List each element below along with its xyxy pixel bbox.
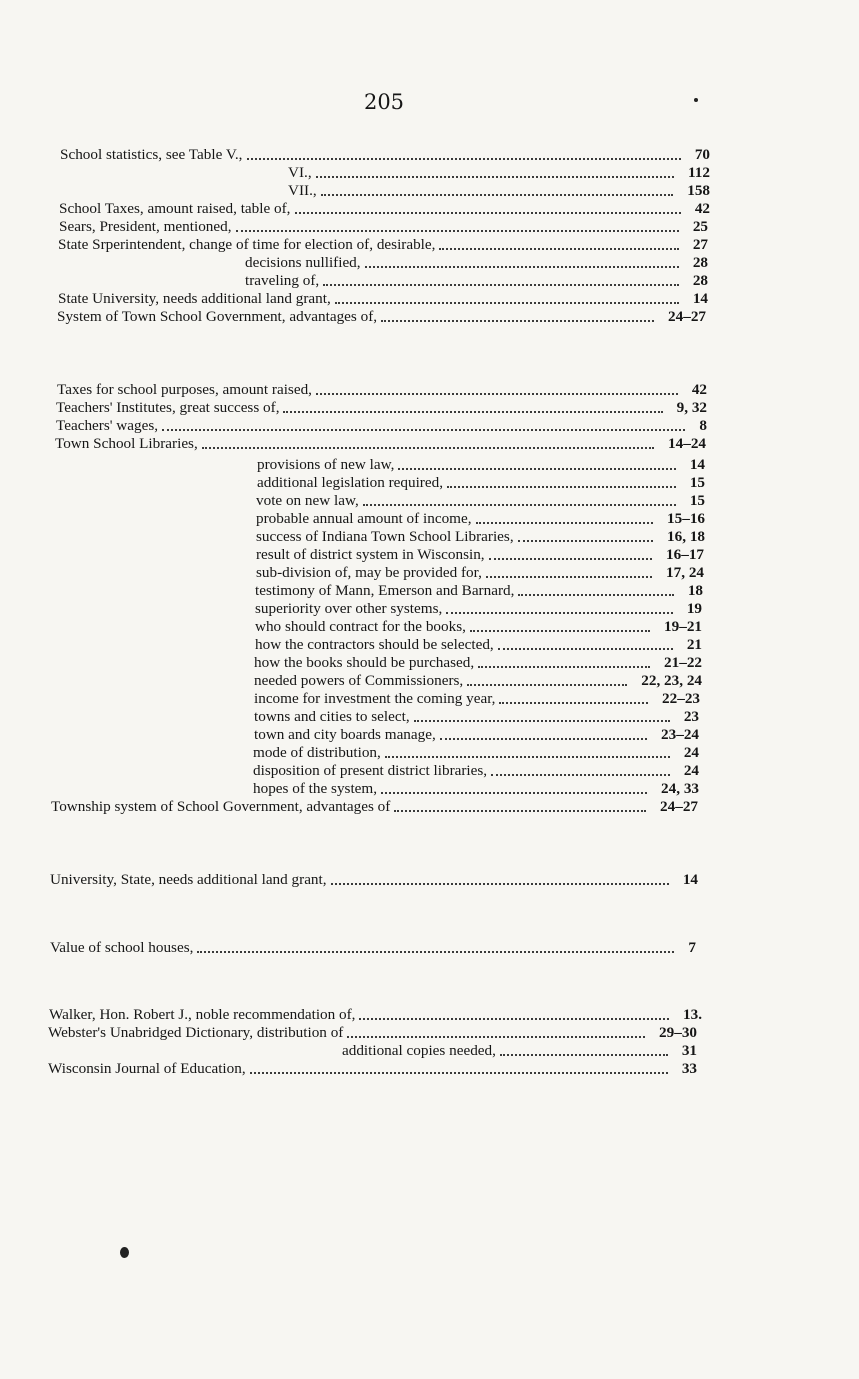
dot-leader — [446, 612, 673, 614]
dot-leader — [394, 810, 646, 812]
dot-leader — [518, 594, 673, 596]
dot-leader — [381, 792, 647, 794]
index-entry — [48, 1060, 697, 1077]
entry-pages: 158 — [687, 182, 710, 199]
index-entry — [257, 474, 705, 491]
entry-label: additional copies needed, — [342, 1042, 496, 1059]
entry-pages: 28 — [692, 272, 708, 289]
entry-pages: 33 — [681, 1060, 697, 1077]
index-entry — [256, 510, 705, 527]
index-entry — [57, 381, 707, 398]
dot-leader — [447, 486, 676, 488]
entry-label: disposition of present district libraries, — [253, 762, 488, 779]
index-entry — [50, 871, 698, 888]
entry-pages: 24–27 — [668, 308, 706, 325]
entry-pages: 17, 24 — [666, 564, 704, 581]
index-entry — [56, 399, 707, 416]
entry-label: Walker, Hon. Robert J., noble recommendation of, — [49, 1006, 356, 1023]
entry-label: Teachers' wages, — [56, 417, 159, 434]
entry-pages: 24–27 — [660, 798, 698, 815]
dot-leader — [486, 576, 652, 578]
dot-leader — [347, 1036, 645, 1038]
entry-pages: 19–21 — [664, 618, 702, 635]
dot-leader — [316, 393, 678, 395]
dot-leader — [491, 774, 670, 776]
dot-leader — [331, 883, 669, 885]
dot-leader — [250, 1072, 668, 1074]
ink-blot — [120, 1247, 129, 1258]
entry-pages: 24 — [683, 744, 699, 761]
entry-pages: 25 — [692, 218, 708, 235]
index-entry — [342, 1042, 697, 1059]
entry-pages: 112 — [688, 164, 710, 181]
entry-label: additional legislation required, — [257, 474, 443, 491]
dot-leader — [236, 230, 679, 232]
entry-label: success of Indiana Town School Libraries, — [256, 528, 514, 545]
dot-leader — [467, 684, 627, 686]
entry-label: hopes of the system, — [253, 780, 378, 797]
entry-label: Wisconsin Journal of Education, — [48, 1060, 246, 1077]
dot-leader — [478, 666, 650, 668]
entry-label: VI., — [288, 164, 312, 181]
index-entry — [50, 939, 696, 956]
index-entry — [255, 600, 702, 617]
entry-pages: 18 — [687, 582, 703, 599]
index-entry — [254, 726, 699, 743]
entry-label: mode of distribution, — [253, 744, 381, 761]
index-entry — [57, 308, 706, 325]
index-entry — [254, 672, 702, 689]
index-entry — [254, 708, 699, 725]
entry-label: University, State, needs additional land grant, — [50, 871, 327, 888]
dot-leader — [381, 320, 654, 322]
index-entry — [59, 218, 708, 235]
dot-leader — [359, 1018, 669, 1020]
entry-pages: 14–24 — [668, 435, 706, 452]
entry-label: decisions nullified, — [245, 254, 361, 271]
dot-leader — [476, 522, 654, 524]
entry-label: income for investment the coming year, — [254, 690, 496, 707]
entry-label: vote on new law, — [256, 492, 359, 509]
entry-label: Township system of School Government, advantages of — [51, 798, 391, 815]
index-entry — [253, 780, 699, 797]
entry-pages: 24, 33 — [661, 780, 699, 797]
entry-pages: 22, 23, 24 — [641, 672, 702, 689]
dot-leader — [365, 266, 679, 268]
index-entry — [253, 744, 699, 761]
entry-label: School Taxes, amount raised, table of, — [59, 200, 291, 217]
entry-label: provisions of new law, — [257, 456, 395, 473]
dot-leader — [489, 558, 652, 560]
entry-pages: 22–23 — [662, 690, 700, 707]
entry-label: Webster's Unabridged Dictionary, distribution of — [48, 1024, 344, 1041]
entry-pages: 14 — [682, 871, 698, 888]
page-number: 205 — [363, 90, 405, 114]
index-entry — [48, 1024, 697, 1041]
index-entry — [256, 528, 705, 545]
index-entry — [257, 456, 705, 473]
entry-pages: 42 — [694, 200, 710, 217]
dot-leader — [197, 951, 674, 953]
entry-pages: 21–22 — [664, 654, 702, 671]
entry-label: VII., — [288, 182, 317, 199]
index-entry — [245, 254, 708, 271]
entry-pages: 13. — [683, 1006, 702, 1023]
index-entry — [58, 236, 708, 253]
index-entry — [58, 290, 708, 307]
index-entry — [253, 762, 699, 779]
entry-pages: 31 — [681, 1042, 697, 1059]
index-entry — [55, 435, 706, 452]
dot-leader — [414, 720, 670, 722]
index-entry — [59, 200, 710, 217]
index-entry — [51, 798, 698, 815]
index-entry — [288, 164, 710, 181]
dot-leader — [321, 194, 674, 196]
index-entry — [256, 492, 705, 509]
entry-pages: 24 — [683, 762, 699, 779]
entry-label: School statistics, see Table V., — [60, 146, 243, 163]
entry-label: town and city boards manage, — [254, 726, 436, 743]
dot-leader — [295, 212, 681, 214]
entry-label: Town School Libraries, — [55, 435, 198, 452]
entry-label: probable annual amount of income, — [256, 510, 472, 527]
dot-leader — [202, 447, 654, 449]
index-entry — [49, 1006, 702, 1023]
entry-pages: 16, 18 — [667, 528, 705, 545]
entry-pages: 15 — [689, 492, 705, 509]
entry-label: Teachers' Institutes, great success of, — [56, 399, 280, 416]
dot-leader — [335, 302, 679, 304]
index-entry — [56, 417, 707, 434]
index-entry — [256, 564, 704, 581]
entry-label: who should contract for the books, — [255, 618, 466, 635]
entry-pages: 19 — [686, 600, 702, 617]
entry-pages: 21 — [686, 636, 702, 653]
index-entry — [288, 182, 710, 199]
dot-leader — [247, 158, 681, 160]
entry-label: traveling of, — [245, 272, 320, 289]
entry-pages: 16–17 — [666, 546, 704, 563]
entry-label: result of district system in Wisconsin, — [256, 546, 485, 563]
entry-pages: 15 — [689, 474, 705, 491]
dot-leader — [398, 468, 675, 470]
entry-pages: 14 — [692, 290, 708, 307]
index-entry — [245, 272, 708, 289]
index-entry — [254, 654, 702, 671]
entry-pages: 23 — [683, 708, 699, 725]
entry-label: needed powers of Commissioners, — [254, 672, 464, 689]
entry-pages: 29–30 — [659, 1024, 697, 1041]
entry-pages: 15–16 — [667, 510, 705, 527]
entry-label: sub-division of, may be provided for, — [256, 564, 482, 581]
entry-pages: 70 — [694, 146, 710, 163]
index-entry — [60, 146, 710, 163]
entry-label: towns and cities to select, — [254, 708, 410, 725]
dot-leader — [283, 411, 662, 413]
dot-leader — [162, 429, 685, 431]
dot-leader — [323, 284, 679, 286]
index-entry — [255, 618, 702, 635]
entry-label: Taxes for school purposes, amount raised, — [57, 381, 312, 398]
dot-leader — [500, 1054, 668, 1056]
dot-leader — [316, 176, 674, 178]
entry-label: Value of school houses, — [50, 939, 194, 956]
dot-leader — [518, 540, 653, 542]
entry-pages: 8 — [699, 417, 707, 434]
index-entry — [255, 582, 703, 599]
dot-leader — [440, 738, 647, 740]
dot-leader — [470, 630, 650, 632]
dot-leader — [439, 248, 678, 250]
entry-pages: 23–24 — [661, 726, 699, 743]
index-entry — [254, 690, 700, 707]
entry-label: State Srperintendent, change of time for election of, desirable, — [58, 236, 436, 253]
print-speck — [694, 98, 698, 102]
entry-pages: 27 — [692, 236, 708, 253]
entry-pages: 9, 32 — [676, 399, 707, 416]
entry-label: how the contractors should be selected, — [255, 636, 494, 653]
entry-pages: 28 — [692, 254, 708, 271]
index-entry — [255, 636, 702, 653]
entry-pages: 14 — [689, 456, 705, 473]
entry-label: testimony of Mann, Emerson and Barnard, — [255, 582, 515, 599]
entry-pages: 42 — [691, 381, 707, 398]
dot-leader — [498, 648, 673, 650]
dot-leader — [499, 702, 648, 704]
entry-label: how the books should be purchased, — [254, 654, 475, 671]
dot-leader — [363, 504, 676, 506]
entry-pages: 7 — [688, 939, 696, 956]
entry-label: superiority over other systems, — [255, 600, 443, 617]
index-entry — [256, 546, 704, 563]
entry-label: State University, needs additional land grant, — [58, 290, 331, 307]
entry-label: Sears, President, mentioned, — [59, 218, 232, 235]
entry-label: System of Town School Government, advantages of, — [57, 308, 378, 325]
dot-leader — [385, 756, 670, 758]
